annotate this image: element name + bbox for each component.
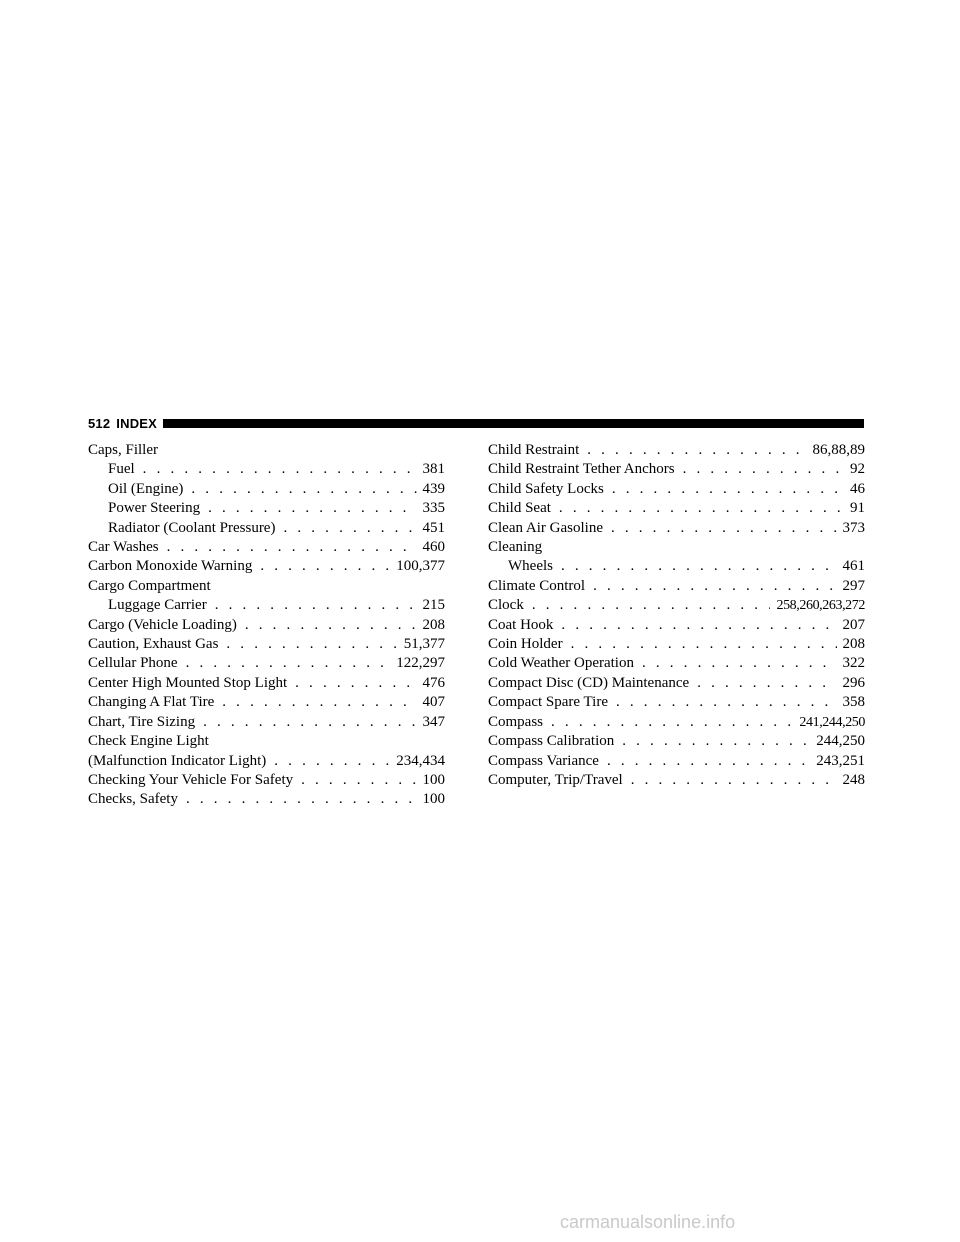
page-reference: 92 [850,461,865,478]
page-reference: 51,377 [403,636,445,653]
dot-leader [186,654,391,673]
page-reference: 86,88,89 [812,442,865,458]
dot-leader [167,538,417,557]
index-term: Caution, Exhaust Gas [88,636,219,653]
page-reference: 100 [422,791,445,808]
index-term: Computer, Trip/Travel [488,771,623,788]
dot-leader [283,519,416,538]
index-heading: Caps, Filler [88,442,158,458]
dot-leader [642,654,837,673]
dot-leader [561,557,837,576]
page-reference: 244,250 [816,733,865,750]
index-term: Center High Mounted Stop Light [88,674,288,691]
page-reference: 258,260,263,272 [776,598,865,614]
page-reference: 100 [422,771,445,788]
dot-leader [561,616,836,635]
index-subentry [88,480,445,499]
page-reference: 208 [842,636,865,653]
index-entry [488,441,865,460]
index-entry [488,596,865,615]
index-term: (Malfunction Indicator Light) [88,752,267,769]
dot-leader [260,557,390,576]
index-entry [88,674,445,693]
index-term: Cellular Phone [88,655,178,672]
index-term: Checks, Safety [88,791,178,808]
index-term: Car Washes [88,539,159,556]
index-term: Child Restraint Tether Anchors [488,461,675,478]
index-term: Chart, Tire Sizing [88,713,196,730]
dot-leader [208,499,416,518]
page-reference: 451 [422,519,445,536]
page-reference: 439 [422,480,445,497]
dot-leader [616,693,837,712]
page-reference: 381 [422,461,445,478]
index-entry [488,771,865,790]
page-reference: 241,244,250 [799,714,865,730]
dot-leader [631,771,837,790]
index-term: Compass [488,713,544,730]
index-term: Wheels [508,558,553,575]
dot-leader [551,713,793,732]
index-entry [488,635,865,654]
index-term: Power Steering [108,500,201,517]
index-entry [88,771,445,790]
page-reference: 373 [842,519,865,536]
index-term: Fuel [108,461,135,478]
page-reference: 243,251 [816,752,865,769]
index-entry [88,635,445,654]
index-subentry [488,557,865,576]
index-entry [488,752,865,771]
index-subentry [88,460,445,479]
page-header [88,413,864,433]
index-heading: Check Engine Light [88,733,209,750]
index-entry [88,752,445,771]
index-term: Coin Holder [488,636,563,653]
index-term: Luggage Carrier [108,597,207,614]
dot-leader [215,596,417,615]
index-term: Climate Control [488,577,586,594]
index-term: Oil (Engine) [108,480,184,497]
index-term: Clean Air Gasoline [488,519,603,536]
index-subentry [88,596,445,615]
index-entry [488,693,865,712]
index-entry [488,732,865,751]
page-reference: 100,377 [396,558,445,575]
index-term: Compass Calibration [488,733,615,750]
page-reference: 248 [842,771,865,788]
dot-leader [143,460,417,479]
dot-leader [571,635,837,654]
page-reference: 407 [422,694,445,711]
index-entry [88,790,445,809]
index-entry [488,519,865,538]
index-term: Compass Variance [488,752,599,769]
page-reference: 297 [842,577,865,594]
index-entry [488,499,865,518]
dot-leader [607,752,810,771]
index-subentry [88,499,445,518]
index-entry [88,654,445,673]
index-entry [488,713,865,732]
index-term: Coat Hook [488,616,554,633]
index-term: Carbon Monoxide Warning [88,558,253,575]
index-term: Compact Disc (CD) Maintenance [488,674,690,691]
page-reference: 122,297 [396,655,445,672]
dot-leader [532,596,771,615]
page-reference: 358 [842,694,865,711]
index-term: Cold Weather Operation [488,655,634,672]
index-entry [88,538,445,557]
header-rule [163,419,864,428]
dot-leader [587,441,806,460]
dot-leader [226,635,397,654]
page-reference: 461 [842,558,865,575]
index-entry [488,460,865,479]
index-term: Clock [488,597,524,614]
index-term: Child Safety Locks [488,480,604,497]
dot-leader [203,713,416,732]
index-entry [88,693,445,712]
dot-leader [593,577,836,596]
index-entry [88,713,445,732]
index-subentry [88,519,445,538]
index-entry [88,557,445,576]
index-term: Checking Your Vehicle For Safety [88,771,294,788]
dot-leader [559,499,844,518]
page-reference: 460 [422,539,445,556]
index-entry [488,480,865,499]
dot-leader [245,616,417,635]
index-term: Compact Spare Tire [488,694,608,711]
page-reference: 296 [842,674,865,691]
index-column-right [488,441,865,790]
index-column-left [88,441,445,810]
page-reference: 215 [422,597,445,614]
dot-leader [612,480,844,499]
page-reference: 335 [422,500,445,517]
dot-leader [186,790,417,809]
index-entry [488,674,865,693]
index-term: Radiator (Coolant Pressure) [108,519,276,536]
page-reference: 91 [850,500,865,517]
page-reference: 46 [850,480,865,497]
index-term: Cargo (Vehicle Loading) [88,616,237,633]
index-entry [488,577,865,596]
index-entry [488,616,865,635]
dot-leader [191,480,416,499]
dot-leader [274,752,390,771]
index-heading: Cleaning [488,539,543,556]
dot-leader [301,771,416,790]
page-number: 512 [88,415,111,431]
section-title: INDEX [116,415,158,431]
index-entry [488,654,865,673]
page-reference: 322 [842,655,865,672]
dot-leader [697,674,836,693]
watermark: carmanualsonline.info [560,1212,736,1232]
page-reference: 234,434 [396,752,445,769]
page-reference: 476 [422,674,445,691]
dot-leader [683,460,844,479]
page-reference: 208 [422,616,445,633]
dot-leader [222,693,416,712]
index-term: Child Restraint [488,442,580,458]
dot-leader [295,674,416,693]
dot-leader [611,519,837,538]
index-term: Child Seat [488,500,551,517]
page-reference: 207 [842,616,865,633]
index-heading: Cargo Compartment [88,577,211,594]
dot-leader [622,732,810,751]
index-term: Changing A Flat Tire [88,694,215,711]
index-entry [88,616,445,635]
page-reference: 347 [422,713,445,730]
